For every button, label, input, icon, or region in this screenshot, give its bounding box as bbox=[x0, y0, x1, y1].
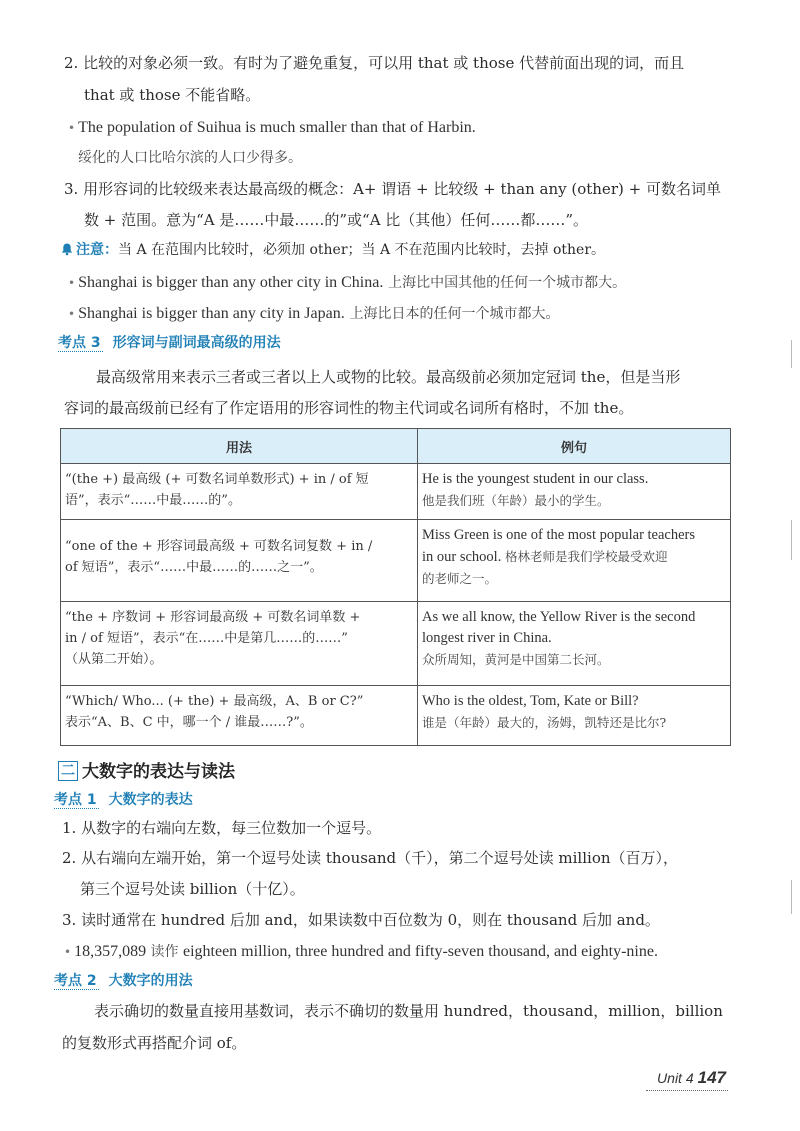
scan-edge-mark bbox=[791, 880, 792, 914]
usage-cell bbox=[61, 602, 418, 686]
usage-line: “Which/ Who... (+ the) + 最高级，A、B or C?” bbox=[65, 694, 364, 709]
usage-text-line-1: 表示确切的数量直接用基数词，表示不确切的数量用 hundred，thousand，million，billion bbox=[94, 1002, 723, 1020]
example-1-chinese: 绥化的人口比哈尔滨的人口少得多。 bbox=[78, 150, 302, 166]
usage-line: 表示“A、B、C 中，哪一个 / 谁最……?”。 bbox=[65, 715, 313, 730]
kaodian-1-heading bbox=[54, 790, 193, 810]
usage-line: of 短语”，表示“……中最……的……之一”。 bbox=[65, 560, 323, 575]
bullet-icon: • bbox=[64, 945, 72, 959]
footer-unit: Unit 4 bbox=[657, 1070, 694, 1086]
number-rule-2-line-2: 第三个逗号处读 billion（十亿）。 bbox=[80, 880, 305, 898]
usage-line: “one of the + 形容词最高级 + 可数名词复数 + in / bbox=[65, 539, 373, 554]
number-rule-1: 1. 从数字的右端向左数，每三位数加一个逗号。 bbox=[62, 819, 382, 837]
example-4-connector: 读作 bbox=[146, 944, 183, 960]
kaodian-3-number: 考点 3 bbox=[58, 335, 101, 351]
intro-line-1: 最高级常用来表示三者或三者以上人或物的比较。最高级前必须加定冠词 the，但是当形 bbox=[96, 368, 681, 386]
usage-cell bbox=[61, 686, 418, 746]
bullet-icon: • bbox=[68, 276, 76, 290]
example-english: in our school. bbox=[422, 549, 505, 565]
kaodian-1-number: 考点 1 bbox=[54, 792, 97, 808]
example-3-chinese: 上海比日本的任何一个城市都大。 bbox=[349, 306, 560, 322]
rule-2-line-1: 2. 比较的对象必须一致。有时为了避免重复，可以用 that 或 those 代替前面出现的词，而且 bbox=[64, 54, 685, 72]
note-label: 注意： bbox=[76, 242, 118, 258]
usage-line: in / of 短语”，表示“在……中是第几……的……” bbox=[65, 631, 348, 646]
intro-line-2: 容词的最高级前已经有了作定语用的形容词性的物主代词或名词所有格时，不加 the。 bbox=[64, 399, 634, 417]
usage-column-header: 用法 bbox=[61, 429, 418, 464]
example-3 bbox=[68, 302, 559, 325]
example-2-english: Shanghai is bigger than any other city in China. bbox=[78, 274, 384, 291]
bullet-icon: • bbox=[68, 121, 76, 135]
usage-line: 语”，表示“……中最……的”。 bbox=[65, 493, 241, 508]
section-2-title bbox=[58, 760, 235, 784]
superlative-usage-table bbox=[60, 428, 731, 746]
page-footer bbox=[657, 1068, 726, 1088]
example-cell bbox=[418, 686, 731, 746]
note-text: 当 A 在范围内比较时，必须加 other；当 A 不在范围内比较时，去掉 other。 bbox=[118, 242, 606, 258]
example-chinese: 谁是（年龄）最大的，汤姆，凯特还是比尔? bbox=[422, 715, 667, 730]
usage-line: “(the +) 最高级 (+ 可数名词单数形式) + in / of 短 bbox=[65, 472, 369, 487]
example-1-english: The population of Suihua is much smaller than that of Harbin. bbox=[78, 119, 476, 136]
section-2-title-text: 大数字的表达与读法 bbox=[82, 762, 235, 782]
usage-text-line-2: 的复数形式再搭配介词 of。 bbox=[62, 1034, 247, 1052]
example-english: As we all know, the Yellow River is the second bbox=[422, 609, 696, 625]
example-english: longest river in China. bbox=[422, 630, 552, 646]
example-4 bbox=[64, 940, 658, 963]
table-header-row bbox=[61, 429, 731, 464]
rule-3-line-2: 数 + 范围。意为“A 是……中最……的”或“A 比（其他）任何……都……”。 bbox=[84, 211, 588, 229]
note bbox=[60, 239, 605, 261]
example-english: Miss Green is one of the most popular teachers bbox=[422, 527, 696, 543]
table-row bbox=[61, 520, 731, 602]
scan-edge-mark bbox=[791, 340, 792, 368]
bell-icon bbox=[60, 242, 74, 256]
example-cell bbox=[418, 464, 731, 520]
example-2 bbox=[68, 271, 626, 294]
usage-cell bbox=[61, 520, 418, 602]
kaodian-2-number: 考点 2 bbox=[54, 973, 97, 989]
example-4-english: eighteen million, three hundred and fifty-seven thousand, and eighty-nine. bbox=[182, 943, 658, 960]
bullet-icon: • bbox=[68, 307, 76, 321]
rule-2-line-2: that 或 those 不能省略。 bbox=[84, 86, 261, 104]
page-number: 147 bbox=[697, 1068, 726, 1087]
section-2-number-box: 二 bbox=[58, 761, 78, 781]
scan-edge-mark bbox=[791, 520, 792, 560]
example-cell bbox=[418, 520, 731, 602]
kaodian-2-heading bbox=[54, 971, 193, 991]
rule-3-line-1: 3. 用形容词的比较级来表达最高级的概念：A+ 谓语 + 比较级 + than any (other) + 可数名词单 bbox=[64, 180, 721, 198]
example-1-translation-row bbox=[78, 146, 302, 169]
example-english: Who is the oldest, Tom, Kate or Bill? bbox=[422, 693, 639, 709]
kaodian-2-title: 大数字的用法 bbox=[108, 973, 193, 989]
number-rule-3: 3. 读时通常在 hundred 后加 and，如果读数中百位数为 0，则在 thousand 后加 and。 bbox=[62, 911, 660, 929]
number-rule-2-line-1: 2. 从右端向左端开始，第一个逗号处读 thousand（千），第二个逗号处读 million（百万）， bbox=[62, 849, 679, 867]
example-chinese: 他是我们班（年龄）最小的学生。 bbox=[422, 493, 610, 508]
example-2-chinese: 上海比中国其他的任何一个城市都大。 bbox=[388, 275, 627, 291]
example-english: He is the youngest student in our class. bbox=[422, 471, 649, 487]
example-chinese: 格林老师是我们学校最受欢迎 bbox=[504, 549, 668, 564]
example-cell bbox=[418, 602, 731, 686]
table-row bbox=[61, 464, 731, 520]
example-4-number: 18,357,089 bbox=[74, 943, 147, 960]
kaodian-3-title: 形容词与副词最高级的用法 bbox=[112, 335, 281, 351]
example-1 bbox=[68, 116, 476, 139]
table-row bbox=[61, 602, 731, 686]
table-row bbox=[61, 686, 731, 746]
example-column-header: 例句 bbox=[418, 429, 731, 464]
footer-divider bbox=[646, 1090, 728, 1091]
example-chinese: 众所周知，黄河是中国第二长河。 bbox=[422, 652, 610, 667]
usage-line: （从第二开始）。 bbox=[65, 652, 163, 667]
kaodian-3-heading bbox=[58, 333, 281, 353]
usage-line: “the + 序数词 + 形容词最高级 + 可数名词单数 + bbox=[65, 610, 361, 625]
example-chinese: 的老师之一。 bbox=[422, 571, 498, 586]
kaodian-1-title: 大数字的表达 bbox=[108, 792, 193, 808]
usage-cell bbox=[61, 464, 418, 520]
example-3-english: Shanghai is bigger than any city in Japan. bbox=[78, 305, 345, 322]
